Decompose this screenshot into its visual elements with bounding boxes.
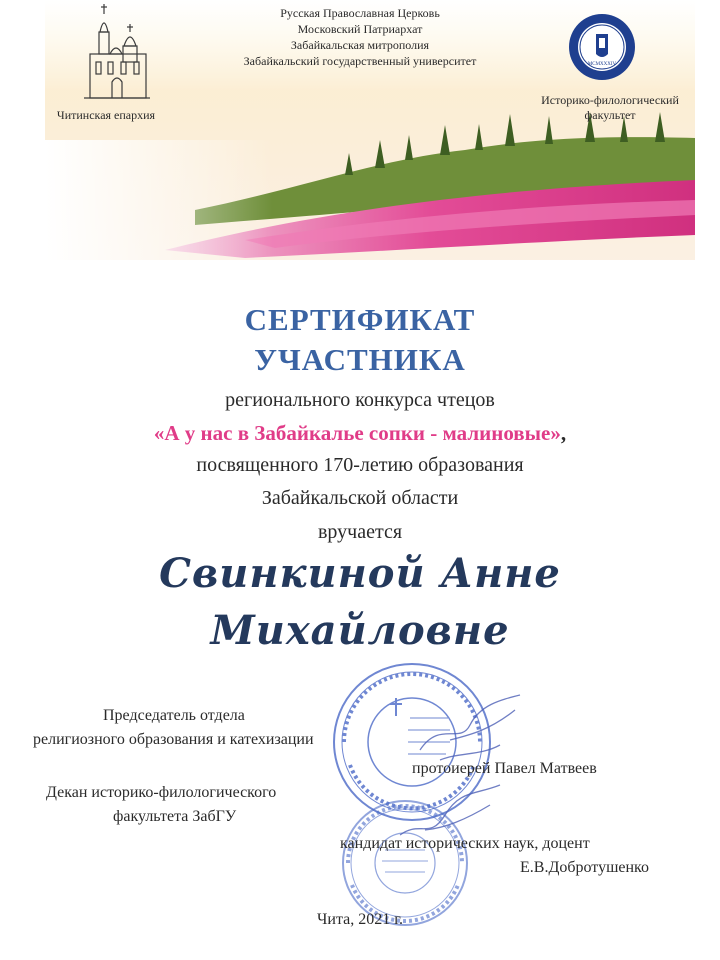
dean-role-line-1: Декан историко-филологического (46, 784, 277, 801)
chair-name: протоиерей Павел Матвеев (412, 760, 597, 777)
church-caption: Читинская епархия (56, 108, 156, 122)
contest-name-text: «А у нас в Забайкалье сопки - малиновые» (153, 421, 561, 445)
chair-role-line-1: Председатель отдела (103, 707, 245, 724)
contest-name-comma: , (560, 421, 567, 445)
place-and-date: Чита, 2021 г. (316, 911, 403, 928)
recipient-name-line-2: Михайловне (210, 607, 510, 654)
awarded-line: вручается (317, 521, 403, 543)
contest-name (0, 421, 720, 446)
faculty-caption (520, 93, 700, 123)
emblem-year: MCMXXXIV (587, 62, 617, 67)
header-line-church: Русская Православная Церковь (280, 6, 440, 20)
faculty-caption-line-1: Историко-филологический (541, 93, 679, 107)
header-line-university: Забайкальский государственный университет (243, 54, 477, 68)
dean-academic-title: кандидат исторических наук, доцент (340, 835, 590, 852)
dedication-line: посвященного 170-летию образования (196, 454, 524, 476)
recipient-name-line-1: Свинкиной Анне (159, 550, 561, 597)
contest-type-line: регионального конкурса чтецов (225, 389, 495, 411)
chair-role-line-2: религиозного образования и катехизации (33, 731, 314, 748)
dean-name: Е.В.Добротушенко (520, 859, 650, 876)
faculty-caption-line-2: факультет (584, 108, 636, 122)
certificate-title: СЕРТИФИКАТ (244, 302, 476, 337)
university-emblem-icon (567, 12, 637, 82)
chair-signature (410, 690, 530, 770)
header-line-patriarchate: Московский Патриархат (297, 22, 423, 36)
dean-role-line-2: факультета ЗабГУ (113, 808, 237, 825)
cathedral-logo-icon (82, 2, 152, 106)
certificate-subtitle: УЧАСТНИКА (254, 342, 466, 377)
header-line-metropolis: Забайкальская митрополия (290, 38, 430, 52)
region-line: Забайкальской области (261, 487, 459, 509)
